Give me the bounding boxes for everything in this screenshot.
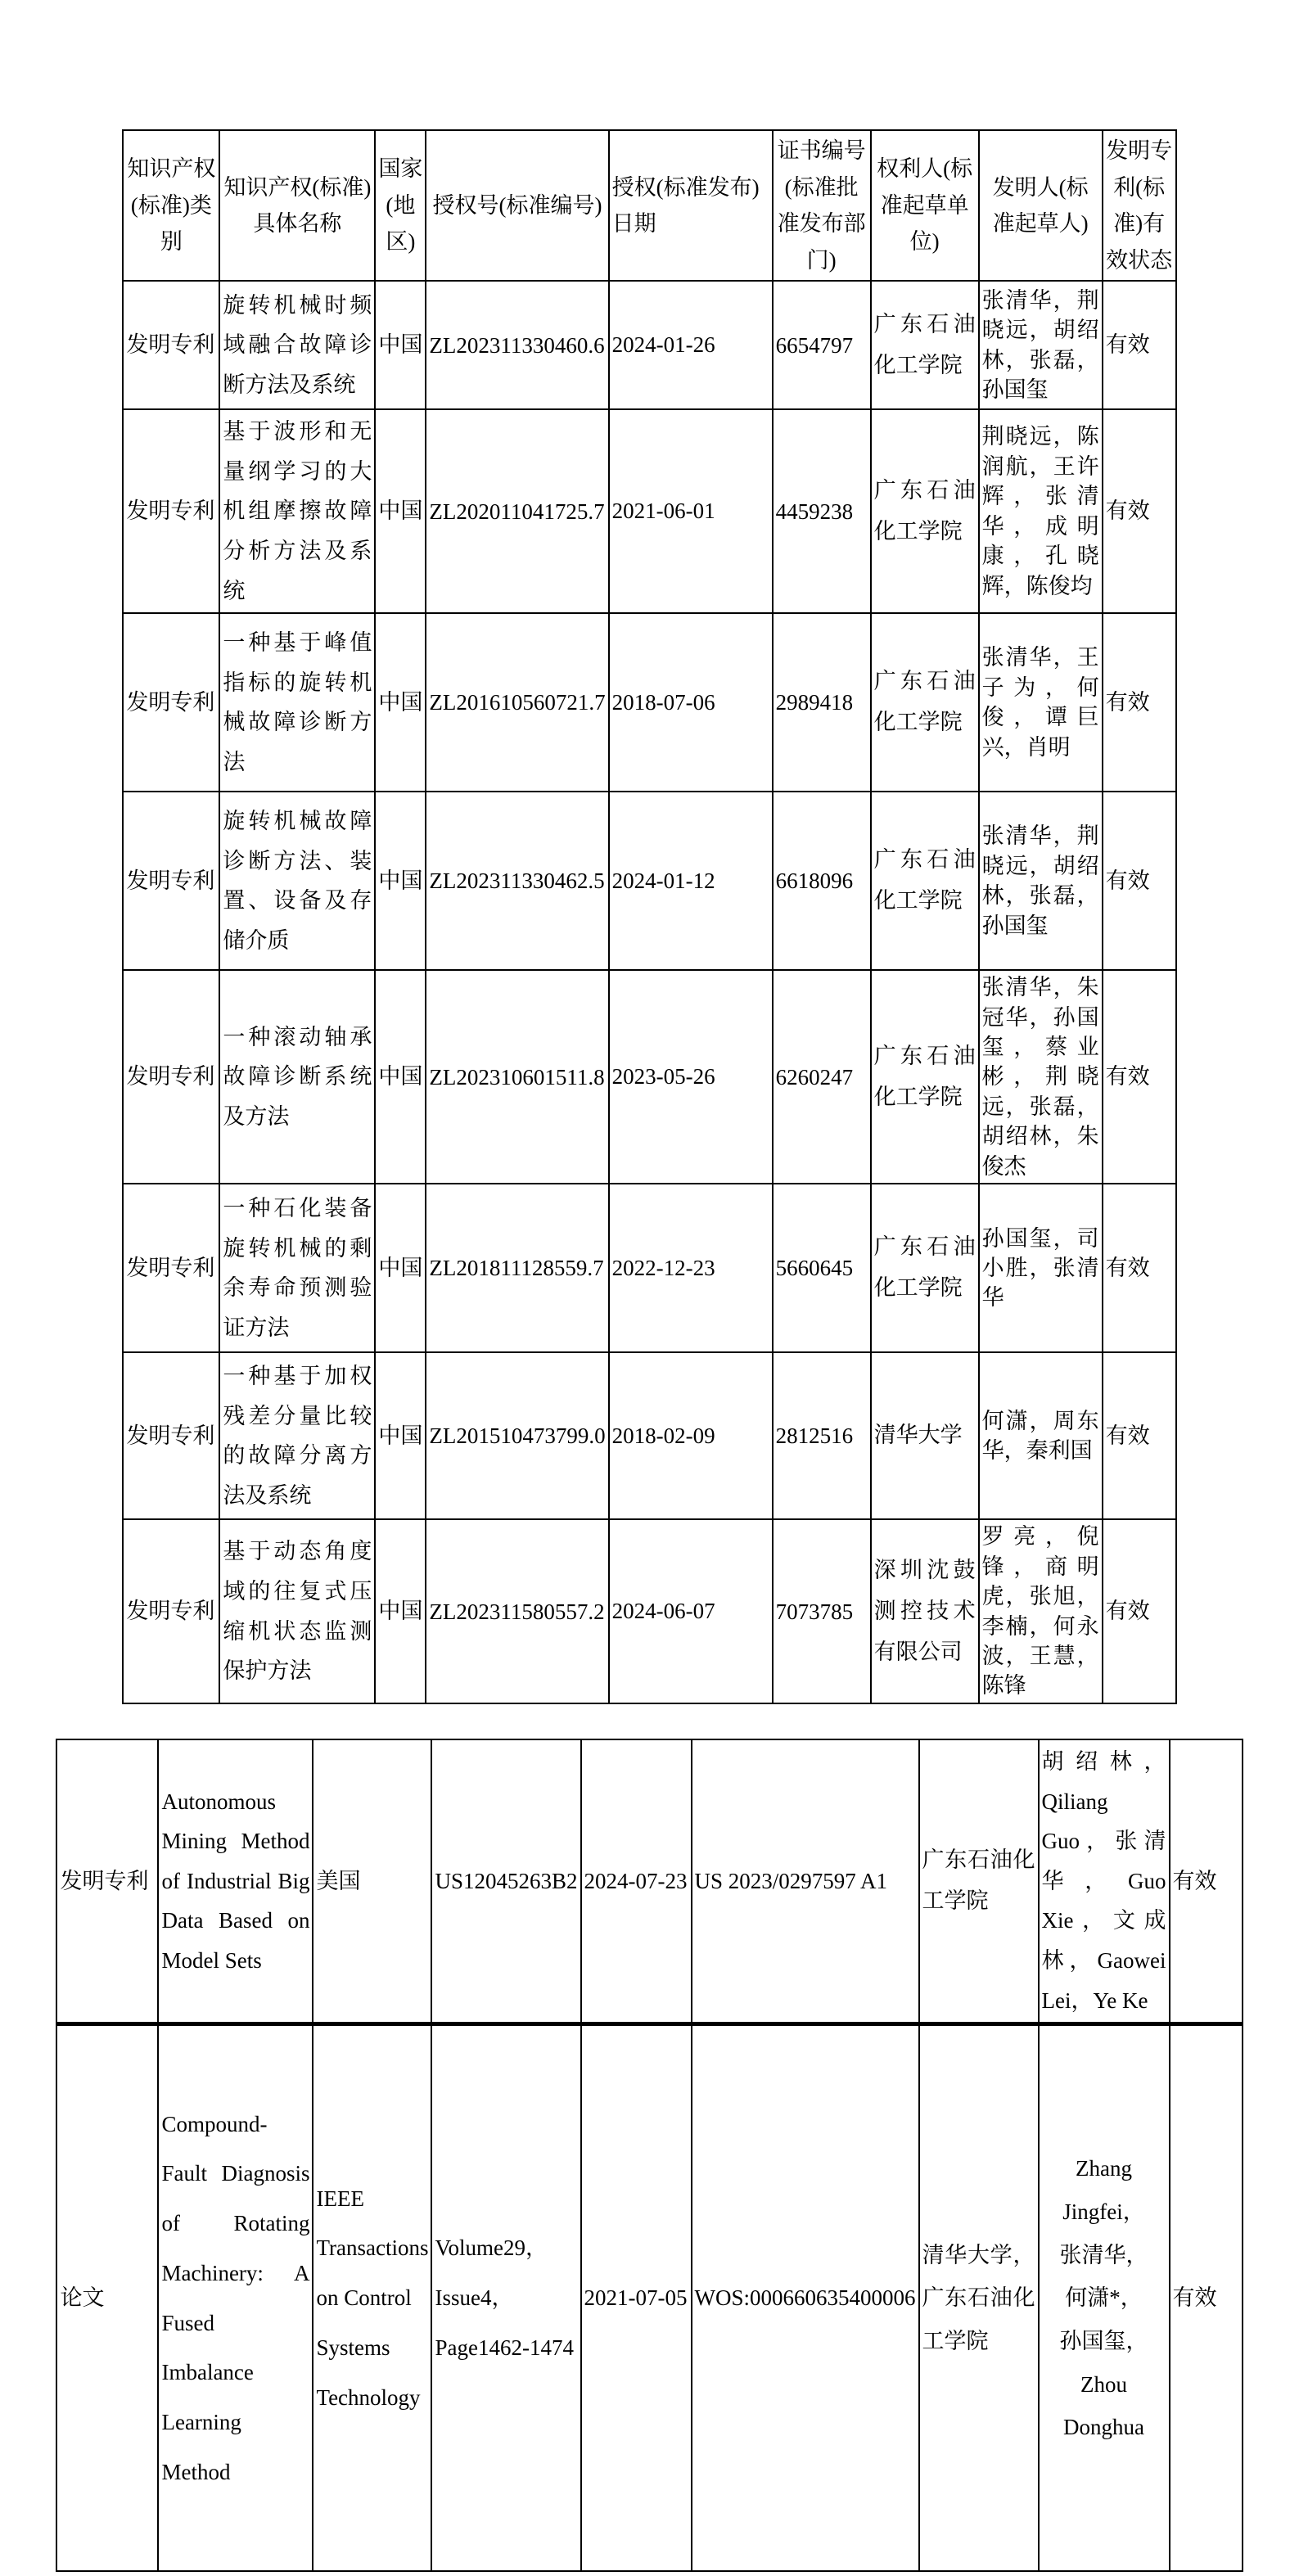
cell-inventors: 孙国玺，司小胜，张清华: [979, 1184, 1103, 1352]
cell-authno: ZL201811128559.7: [426, 1184, 608, 1352]
cell-inventors: Zhang Jingfei，张清华，何潇*，孙国玺，Zhou Donghua: [1039, 2024, 1170, 2571]
column-header-date: 授权(标准发布)日期: [609, 130, 773, 281]
cell-status: 有效: [1170, 2024, 1243, 2571]
cell-certno: 7073785: [773, 1519, 871, 1703]
cell-certno: 4459238: [773, 409, 871, 613]
cell-country: 中国: [375, 409, 426, 613]
cell-holder: 广东石油化工学院: [871, 281, 979, 409]
table2-body: [56, 1739, 1242, 2571]
cell-certno: 2812516: [773, 1352, 871, 1519]
cell-status: 有效: [1103, 1352, 1176, 1519]
column-header-name: 知识产权(标准)具体名称: [219, 130, 375, 281]
column-header-holder: 权利人(标准起草单位): [871, 130, 979, 281]
cell-authno: ZL201510473799.0: [426, 1352, 608, 1519]
cell-holder: 深圳沈鼓测控技术有限公司: [871, 1519, 979, 1703]
cell-category: 发明专利: [123, 1184, 219, 1352]
cell-certno: 6618096: [773, 792, 871, 970]
cell-authno: ZL201610560721.7: [426, 613, 608, 792]
cell-holder: 清华大学，广东石油化工学院: [919, 2024, 1039, 2571]
cell-category: 发明专利: [56, 1739, 158, 2024]
cell-inventors: 胡绍林，Qiliang Guo，张清华，Guo Xie，文成林，Gaowei Lei，Ye Ke: [1039, 1739, 1170, 2024]
table-row: [123, 613, 1175, 792]
table-row: [123, 792, 1175, 970]
cell-inventors: 张清华，朱冠华，孙国玺，蔡业彬，荆晓远，张磊，胡绍林，朱俊杰: [979, 970, 1103, 1184]
cell-country: 中国: [375, 1184, 426, 1352]
cell-authno: ZL202311580557.2: [426, 1519, 608, 1703]
cell-date: 2018-07-06: [609, 613, 773, 792]
cell-date: 2023-05-26: [609, 970, 773, 1184]
column-header-certno: 证书编号(标准批准发布部门): [773, 130, 871, 281]
cell-inventors: 何潇，周东华，秦利国: [979, 1352, 1103, 1519]
column-header-category: 知识产权(标准)类别: [123, 130, 219, 281]
cell-category: 发明专利: [123, 970, 219, 1184]
cell-status: 有效: [1103, 1184, 1176, 1352]
cell-holder: 广东石油化工学院: [871, 409, 979, 613]
cell-holder: 清华大学: [871, 1352, 979, 1519]
column-header-authno: 授权号(标准编号): [426, 130, 608, 281]
cell-inventors: 荆晓远，陈润航，王许辉，张清华，成明康，孔晓辉，陈俊均: [979, 409, 1103, 613]
cell-holder: 广东石油化工学院: [871, 1184, 979, 1352]
table-row: [56, 2024, 1242, 2571]
cell-authno: US12045263B2: [431, 1739, 580, 2024]
cell-country: 中国: [375, 613, 426, 792]
cell-authno: ZL202011041725.7: [426, 409, 608, 613]
cell-name: Autonomous Mining Method of Industrial Big Data Based on Model Sets: [158, 1739, 313, 2024]
cell-name: 一种滚动轴承故障诊断系统及方法: [219, 970, 375, 1184]
cell-country: 中国: [375, 1352, 426, 1519]
cell-country: 中国: [375, 281, 426, 409]
column-header-inventors: 发明人(标准起草人): [979, 130, 1103, 281]
cell-holder: 广东石油化工学院: [871, 613, 979, 792]
header-row: [123, 130, 1175, 281]
table-row: [123, 970, 1175, 1184]
cell-category: 发明专利: [123, 1519, 219, 1703]
cell-date: 2021-06-01: [609, 409, 773, 613]
table1-body: [123, 281, 1175, 1703]
table-row: [123, 1184, 1175, 1352]
cell-date: 2024-01-26: [609, 281, 773, 409]
table-row: [123, 281, 1175, 409]
cell-category: 论文: [56, 2024, 158, 2571]
ip-table-1: [122, 129, 1176, 1704]
cell-status: 有效: [1103, 970, 1176, 1184]
cell-status: 有效: [1103, 792, 1176, 970]
cell-status: 有效: [1170, 1739, 1243, 2024]
cell-name: 一种基于峰值指标的旋转机械故障诊断方法: [219, 613, 375, 792]
cell-holder: 广东石油化工学院: [871, 792, 979, 970]
cell-status: 有效: [1103, 281, 1176, 409]
ip-table-2: [56, 1739, 1243, 2572]
table-row: [56, 1739, 1242, 2024]
cell-name: 基于波形和无量纲学习的大机组摩擦故障分析方法及系统: [219, 409, 375, 613]
cell-inventors: 罗亮，倪锋，商明虎，张旭，李楠，何永波，王慧，陈锋: [979, 1519, 1103, 1703]
cell-date: 2024-01-12: [609, 792, 773, 970]
cell-name: 一种基于加权残差分量比较的故障分离方法及系统: [219, 1352, 375, 1519]
cell-holder: 广东石油化工学院: [919, 1739, 1039, 2024]
cell-inventors: 张清华，荆晓远，胡绍林，张磊，孙国玺: [979, 792, 1103, 970]
cell-country: 中国: [375, 970, 426, 1184]
cell-certno: 6260247: [773, 970, 871, 1184]
cell-category: 发明专利: [123, 613, 219, 792]
cell-inventors: 张清华，王子为，何俊，谭巨兴，肖明: [979, 613, 1103, 792]
cell-certno: 2989418: [773, 613, 871, 792]
cell-certno: 6654797: [773, 281, 871, 409]
cell-inventors: 张清华，荆晓远，胡绍林，张磊，孙国玺: [979, 281, 1103, 409]
cell-category: 发明专利: [123, 792, 219, 970]
cell-date: 2022-12-23: [609, 1184, 773, 1352]
cell-status: 有效: [1103, 613, 1176, 792]
cell-authno: ZL202311330460.6: [426, 281, 608, 409]
cell-date: 2018-02-09: [609, 1352, 773, 1519]
column-header-country: 国家(地区): [375, 130, 426, 281]
cell-status: 有效: [1103, 409, 1176, 613]
cell-country: 中国: [375, 1519, 426, 1703]
table-row: [123, 1352, 1175, 1519]
cell-status: 有效: [1103, 1519, 1176, 1703]
table-row: [123, 409, 1175, 613]
cell-date: 2024-07-23: [581, 1739, 692, 2024]
cell-date: 2021-07-05: [581, 2024, 692, 2571]
cell-authno: ZL202310601511.8: [426, 970, 608, 1184]
cell-certno: US 2023/0297597 A1: [692, 1739, 919, 2024]
cell-name: 旋转机械时频域融合故障诊断方法及系统: [219, 281, 375, 409]
cell-category: 发明专利: [123, 409, 219, 613]
cell-category: 发明专利: [123, 281, 219, 409]
table-row: [123, 1519, 1175, 1703]
cell-authno: ZL202311330462.5: [426, 792, 608, 970]
cell-country: 中国: [375, 792, 426, 970]
cell-authno: Volume29，Issue4，Page1462-1474: [431, 2024, 580, 2571]
cell-name: 一种石化装备旋转机械的剩余寿命预测验证方法: [219, 1184, 375, 1352]
cell-name: 基于动态角度域的往复式压缩机状态监测保护方法: [219, 1519, 375, 1703]
cell-country: 美国: [313, 1739, 431, 2024]
cell-holder: 广东石油化工学院: [871, 970, 979, 1184]
cell-country: IEEE Transactions on Control Systems Technology: [313, 2024, 431, 2571]
cell-name: Compound-Fault Diagnosis of Rotating Machinery: A Fused Imbalance Learning Method: [158, 2024, 313, 2571]
cell-category: 发明专利: [123, 1352, 219, 1519]
column-header-status: 发明专利(标准)有效状态: [1103, 130, 1176, 281]
cell-date: 2024-06-07: [609, 1519, 773, 1703]
cell-name: 旋转机械故障诊断方法、装置、设备及存储介质: [219, 792, 375, 970]
cell-certno: 5660645: [773, 1184, 871, 1352]
cell-certno: WOS:000660635400006: [692, 2024, 919, 2571]
